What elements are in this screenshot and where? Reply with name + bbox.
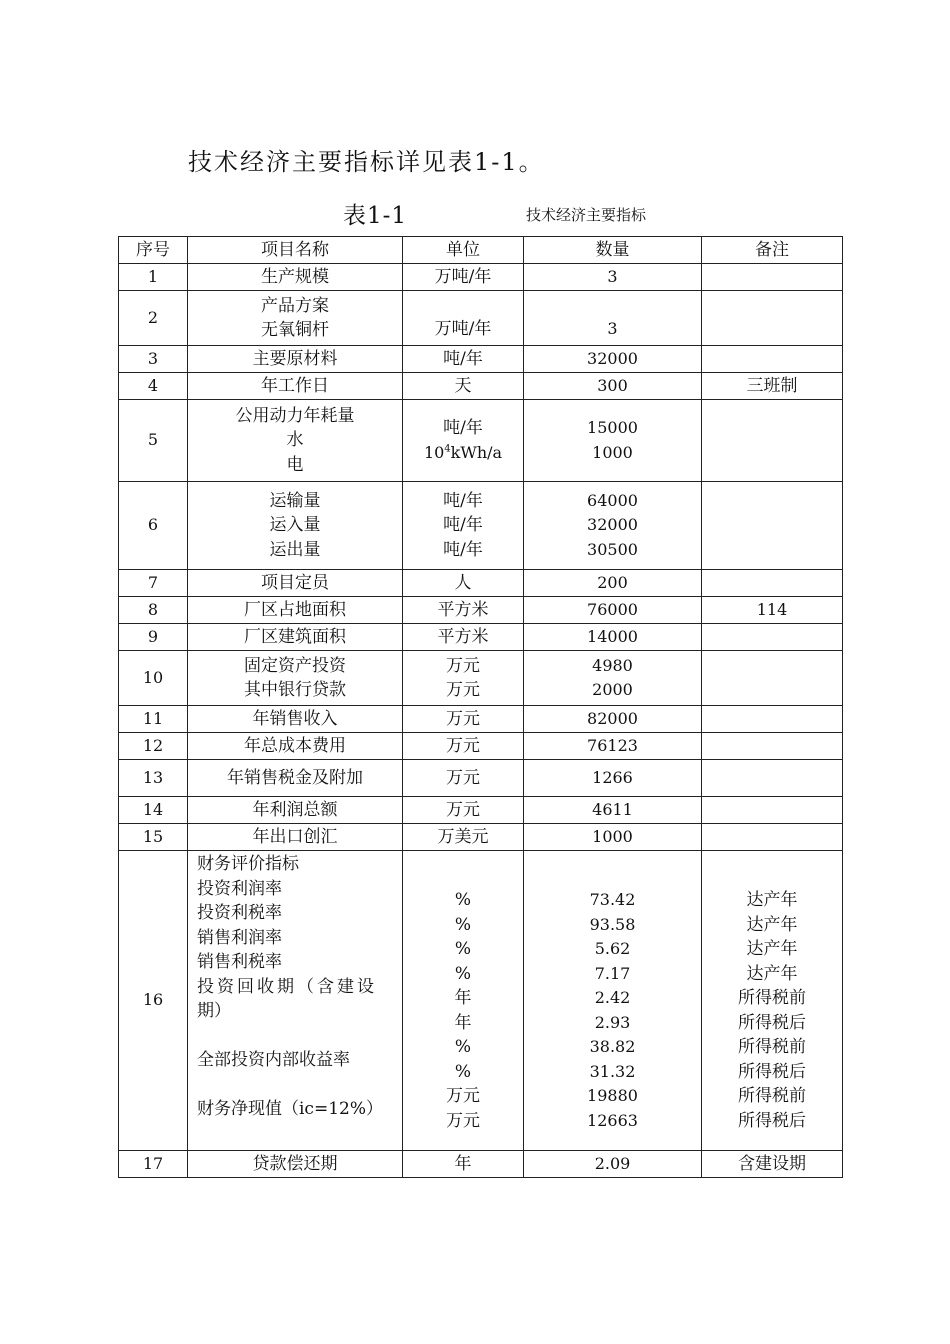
row-qty-line: 5.62 (594, 939, 631, 958)
row-note-line: 所得税后 (738, 1061, 806, 1082)
indicators-table (118, 236, 843, 1178)
row-qty-line: 3 (607, 318, 618, 338)
table-subtitle: 技术经济主要指标 (526, 206, 647, 224)
row-name: 主要原材料 (188, 346, 403, 373)
row-qty: 2.09 (524, 1151, 702, 1178)
row-unit: 年 (403, 1151, 524, 1178)
row-qty: 76000 (524, 597, 702, 624)
row-unit: 万美元 (403, 824, 524, 851)
row-name-line: 运入量 (269, 515, 321, 536)
row-qty-line: 38.82 (589, 1037, 636, 1056)
row-no: 16 (119, 851, 188, 1151)
row-unit-line: % (454, 963, 472, 984)
row-note-line: 达产年 (746, 890, 798, 910)
row-no: 6 (119, 482, 188, 570)
row-note: 三班制 (702, 373, 843, 400)
row-name (188, 851, 403, 1151)
row-no: 9 (119, 624, 188, 651)
row-qty-line: 2000 (592, 680, 633, 699)
row-note: 含建设期 (702, 1151, 843, 1178)
row-qty: 82000 (524, 706, 702, 733)
row-name-line: 无氧铜杆 (261, 320, 329, 340)
row-note (702, 346, 843, 373)
row-qty-line: 4980 (592, 655, 633, 675)
row-unit-line: 年 (454, 1012, 472, 1033)
row-qty-line: 30500 (587, 539, 638, 559)
row-note (702, 651, 843, 706)
table-caption: 表1-1 (343, 203, 408, 229)
row-name-line: 销售利润率 (197, 927, 282, 948)
row-name: 厂区建筑面积 (188, 624, 403, 651)
row-unit-line: $10^4kWh/a$ (423, 442, 503, 462)
row-qty: 3 (524, 264, 702, 291)
header-unit: 单位 (403, 237, 524, 264)
row-name-line: 运输量 (269, 490, 321, 511)
row-note (702, 264, 843, 291)
table-row (119, 624, 843, 651)
table-row (119, 760, 843, 797)
row-note (702, 291, 843, 346)
row-no: 14 (119, 797, 188, 824)
table-header-row (119, 237, 843, 264)
row-no: 5 (119, 400, 188, 482)
row-name-line: 销售利税率 (197, 952, 282, 972)
row-unit-line: % (454, 939, 472, 959)
row-unit-line: 万元 (446, 680, 480, 700)
row-no: 1 (119, 264, 188, 291)
row-note-line: 所得税前 (738, 1037, 806, 1057)
row-note (702, 706, 843, 733)
row-note-line: 所得税后 (738, 1012, 806, 1033)
row-no: 12 (119, 733, 188, 760)
row-qty (524, 291, 702, 346)
row-name-line: 财务评价指标 (197, 854, 299, 874)
row-no: 10 (119, 651, 188, 706)
row-name-line: 其中银行贷款 (244, 680, 346, 700)
row-qty: 300 (524, 373, 702, 400)
row-qty-line: 31.32 (589, 1061, 636, 1081)
row-qty-line: 15000 (587, 418, 638, 437)
row-unit-line: 吨/年 (443, 490, 483, 511)
row-no: 4 (119, 373, 188, 400)
row-name: 年出口创汇 (188, 824, 403, 851)
row-qty (524, 482, 702, 570)
row-qty: 32000 (524, 346, 702, 373)
row-qty (524, 851, 702, 1151)
row-unit (403, 400, 524, 482)
row-unit (403, 291, 524, 346)
row-note-line: 达产年 (746, 939, 798, 959)
row-unit-line: % (454, 1061, 472, 1082)
row-name: 年销售税金及附加 (188, 760, 403, 797)
row-qty-line: 93.58 (589, 914, 636, 934)
row-name-line: 公用动力年耗量 (235, 405, 355, 426)
row-qty: 14000 (524, 624, 702, 651)
row-qty-line: 7.17 (594, 963, 631, 983)
row-unit-line: % (454, 890, 472, 910)
row-unit: 万吨/年 (403, 264, 524, 291)
row-unit (403, 851, 524, 1151)
table-row (119, 264, 843, 291)
intro-text: 技术经济主要指标详见表1-1。 (188, 148, 545, 176)
header-note: 备注 (702, 237, 843, 264)
row-no: 3 (119, 346, 188, 373)
table-row (119, 482, 843, 570)
row-note: 114 (702, 597, 843, 624)
row-name-line (197, 1024, 402, 1049)
row-qty-line: 73.42 (589, 890, 636, 909)
row-note-line: 达产年 (746, 963, 798, 984)
table-row (119, 570, 843, 597)
row-name (188, 291, 403, 346)
row-name (188, 482, 403, 570)
table-row (119, 291, 843, 346)
row-qty-line: 19880 (587, 1086, 638, 1105)
row-name-line (197, 1073, 402, 1098)
row-qty: 76123 (524, 733, 702, 760)
row-qty (524, 400, 702, 482)
row-name-line: 财务净现值（ic=12%） (197, 1099, 383, 1119)
row-qty-line: 2.42 (594, 988, 631, 1007)
row-name: 项目定员 (188, 570, 403, 597)
row-qty-line: 12663 (587, 1110, 638, 1130)
row-name: 生产规模 (188, 264, 403, 291)
row-unit-line: % (454, 914, 472, 935)
row-name-line: 投资利润率 (197, 878, 282, 899)
table-row (119, 346, 843, 373)
row-name: 年销售收入 (188, 706, 403, 733)
row-no: 7 (119, 570, 188, 597)
row-note (702, 570, 843, 597)
row-name-line: 投资回收期（含建设 (197, 976, 377, 997)
row-name-line: 水 (286, 430, 304, 451)
row-unit: 天 (403, 373, 524, 400)
row-name (188, 651, 403, 706)
row-qty: 4611 (524, 797, 702, 824)
table-row (119, 706, 843, 733)
table-row (119, 373, 843, 400)
row-note (702, 760, 843, 797)
row-unit: 平方米 (403, 624, 524, 651)
row-qty: 200 (524, 570, 702, 597)
row-note-line: 所得税后 (738, 1110, 806, 1131)
table-row (119, 733, 843, 760)
row-note (702, 733, 843, 760)
row-name-line: 运出量 (269, 539, 321, 560)
row-unit: 万元 (403, 797, 524, 824)
row-name: 年工作日 (188, 373, 403, 400)
row-unit-line: 年 (454, 988, 472, 1008)
row-no: 8 (119, 597, 188, 624)
row-note (702, 624, 843, 651)
row-no: 17 (119, 1151, 188, 1178)
row-name-line: 期） (197, 1001, 231, 1021)
row-name: 年总成本费用 (188, 733, 403, 760)
row-unit: 万元 (403, 760, 524, 797)
row-note (702, 797, 843, 824)
header-no: 序号 (119, 237, 188, 264)
row-no: 11 (119, 706, 188, 733)
row-qty-line: 2.93 (594, 1012, 631, 1032)
row-unit-line: 万元 (446, 655, 480, 676)
header-qty: 数量 (524, 237, 702, 264)
row-qty (524, 651, 702, 706)
row-no: 13 (119, 760, 188, 797)
row-name-line: 固定资产投资 (244, 655, 346, 676)
row-unit-line: 万元 (446, 1086, 480, 1106)
row-qty: 1266 (524, 760, 702, 797)
row-name (188, 400, 403, 482)
table-row (119, 797, 843, 824)
row-note (702, 482, 843, 570)
table-row (119, 851, 843, 1151)
row-note (702, 824, 843, 851)
table-row (119, 824, 843, 851)
row-name-line: 投资利税率 (197, 903, 282, 923)
table-row (119, 1151, 843, 1178)
row-unit-line: 吨/年 (443, 418, 483, 438)
row-note-line: 所得税前 (738, 988, 806, 1008)
row-unit: 平方米 (403, 597, 524, 624)
row-name-line: 产品方案 (261, 295, 329, 316)
row-unit-line: % (454, 1037, 472, 1057)
row-qty-line: 32000 (587, 515, 638, 535)
row-unit-line: 吨/年 (443, 539, 483, 560)
table-row (119, 651, 843, 706)
row-note (702, 400, 843, 482)
table-row (119, 400, 843, 482)
row-unit: 万元 (403, 706, 524, 733)
row-name: 贷款偿还期 (188, 1151, 403, 1178)
row-unit: 吨/年 (403, 346, 524, 373)
row-unit-line: 万吨/年 (434, 318, 492, 339)
table-row (119, 597, 843, 624)
row-unit: 万元 (403, 733, 524, 760)
row-name-line: 全部投资内部收益率 (197, 1050, 350, 1070)
row-note-line: 达产年 (746, 914, 798, 935)
row-qty-line: 64000 (587, 490, 638, 510)
row-unit (403, 482, 524, 570)
row-unit-line: 万元 (446, 1110, 480, 1131)
row-qty: 1000 (524, 824, 702, 851)
row-no: 2 (119, 291, 188, 346)
row-unit: 人 (403, 570, 524, 597)
row-no: 15 (119, 824, 188, 851)
row-note-line: 所得税前 (738, 1086, 806, 1106)
row-name: 年利润总额 (188, 797, 403, 824)
row-note (702, 851, 843, 1151)
row-name: 厂区占地面积 (188, 597, 403, 624)
row-qty-line: 1000 (592, 442, 633, 462)
row-unit-line: 吨/年 (443, 515, 483, 536)
row-name-line: 电 (286, 454, 304, 475)
header-name: 项目名称 (188, 237, 403, 264)
row-unit (403, 651, 524, 706)
